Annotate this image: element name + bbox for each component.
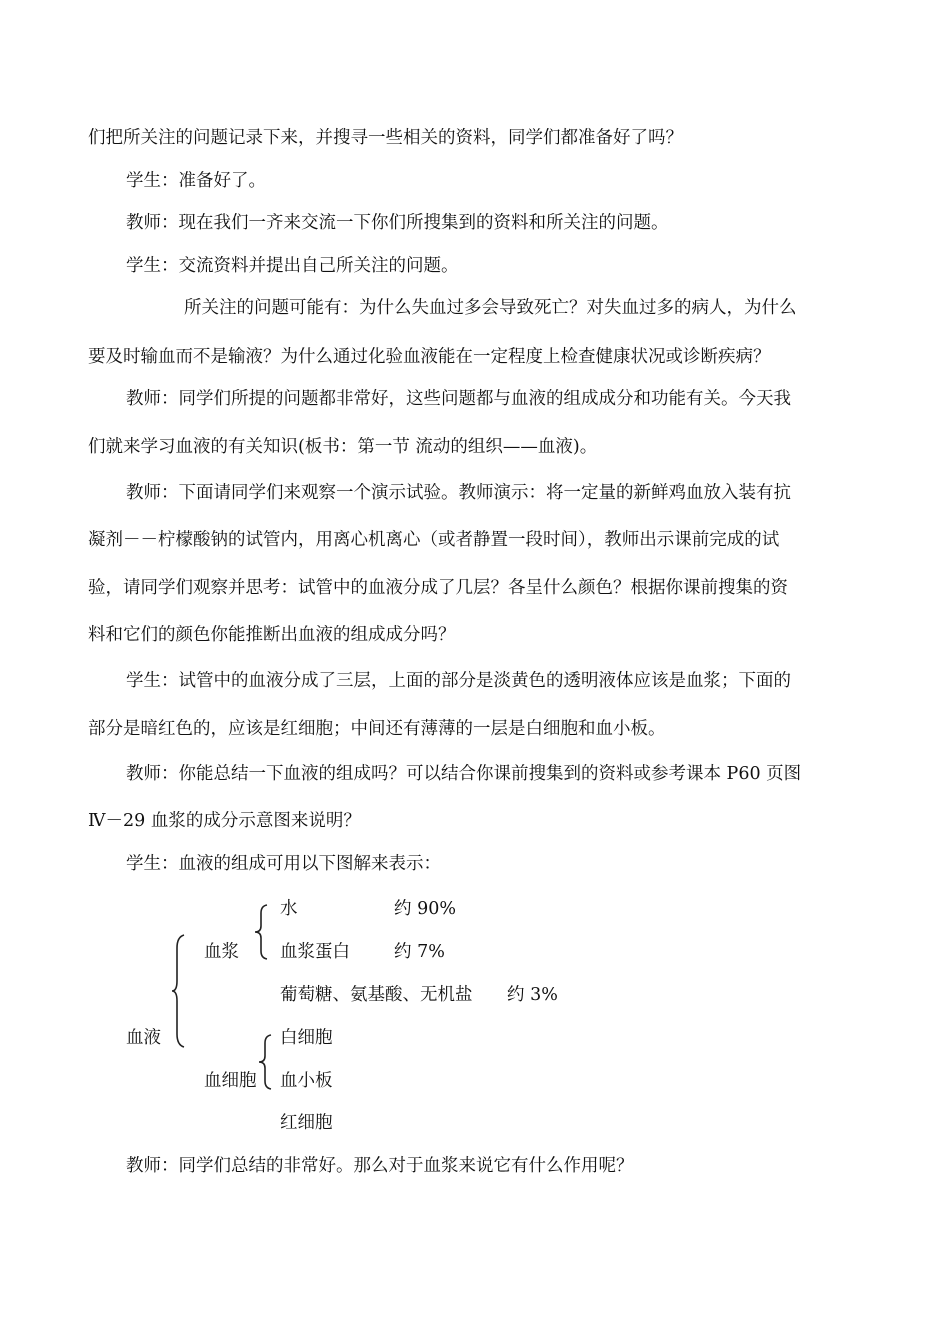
paragraph-line: 教师：同学们所提的问题都非常好，这些问题都与血液的组成成分和功能有关。今天我	[126, 389, 791, 409]
paragraph-line: 学生：试管中的血液分成了三层，上面的部分是淡黄色的透明液体应该是血浆；下面的	[126, 671, 791, 691]
other-solutes-label: 葡萄糖、氨基酸、无机盐	[280, 985, 473, 1005]
other-solutes-percent: 约 3%	[507, 985, 558, 1005]
plasma-protein-label: 血浆蛋白	[280, 942, 350, 962]
paragraph-line: 们把所关注的问题记录下来，并搜寻一些相关的资料，同学们都准备好了吗？	[88, 128, 683, 148]
paragraph-line: 凝剂－－柠檬酸钠的试管内，用离心机离心（或者静置一段时间），教师出示课前完成的试	[88, 530, 780, 550]
paragraph-line: 所关注的问题可能有：为什么失血过多会导致死亡？对失血过多的病人，为什么	[184, 298, 797, 318]
water-label: 水	[280, 899, 298, 919]
paragraph-line: 教师：下面请同学们来观察一个演示试验。教师演示：将一定量的新鲜鸡血放入装有抗	[126, 483, 791, 503]
paragraph-line: 部分是暗红色的，应该是红细胞；中间还有薄薄的一层是白细胞和血小板。	[88, 719, 666, 739]
paragraph-line: 学生：交流资料并提出自己所关注的问题。	[126, 256, 459, 276]
diagram-root-label: 血液	[126, 1028, 161, 1048]
paragraph-line: 料和它们的颜色你能推断出血液的组成成分吗？	[88, 625, 456, 645]
paragraph-line: 验，请同学们观察并思考：试管中的血液分成了几层？各呈什么颜色？根据你课前搜集的资	[88, 578, 788, 598]
plasma-protein-percent: 约 7%	[394, 942, 445, 962]
plasma-label: 血浆	[204, 942, 239, 962]
water-percent: 约 90%	[394, 899, 456, 919]
cells-brace	[258, 1034, 274, 1090]
paragraph-line: Ⅳ－29 血浆的成分示意图来说明？	[88, 811, 361, 831]
red-blood-cell-label: 红细胞	[280, 1113, 333, 1133]
paragraph-line: 要及时输血而不是输液？为什么通过化验血液能在一定程度上检查健康状况或诊断疾病？	[88, 347, 771, 367]
paragraph-line: 学生：准备好了。	[126, 171, 266, 191]
white-blood-cell-label: 白细胞	[280, 1028, 333, 1048]
blood-cells-label: 血细胞	[204, 1071, 257, 1091]
root-brace	[172, 934, 188, 1048]
paragraph-line: 教师：你能总结一下血液的组成吗？可以结合你课前搜集到的资料或参考课本 P60 页图	[126, 764, 802, 784]
platelet-label: 血小板	[280, 1071, 333, 1091]
paragraph-line: 学生：血液的组成可用以下图解来表示：	[126, 854, 441, 874]
paragraph-line: 教师：现在我们一齐来交流一下你们所搜集到的资料和所关注的问题。	[126, 213, 669, 233]
paragraph-line: 们就来学习血液的有关知识(板书：第一节 流动的组织——血液)。	[88, 437, 598, 457]
plasma-brace	[254, 904, 270, 960]
paragraph-line: 教师：同学们总结的非常好。那么对于血浆来说它有什么作用呢？	[126, 1156, 634, 1176]
